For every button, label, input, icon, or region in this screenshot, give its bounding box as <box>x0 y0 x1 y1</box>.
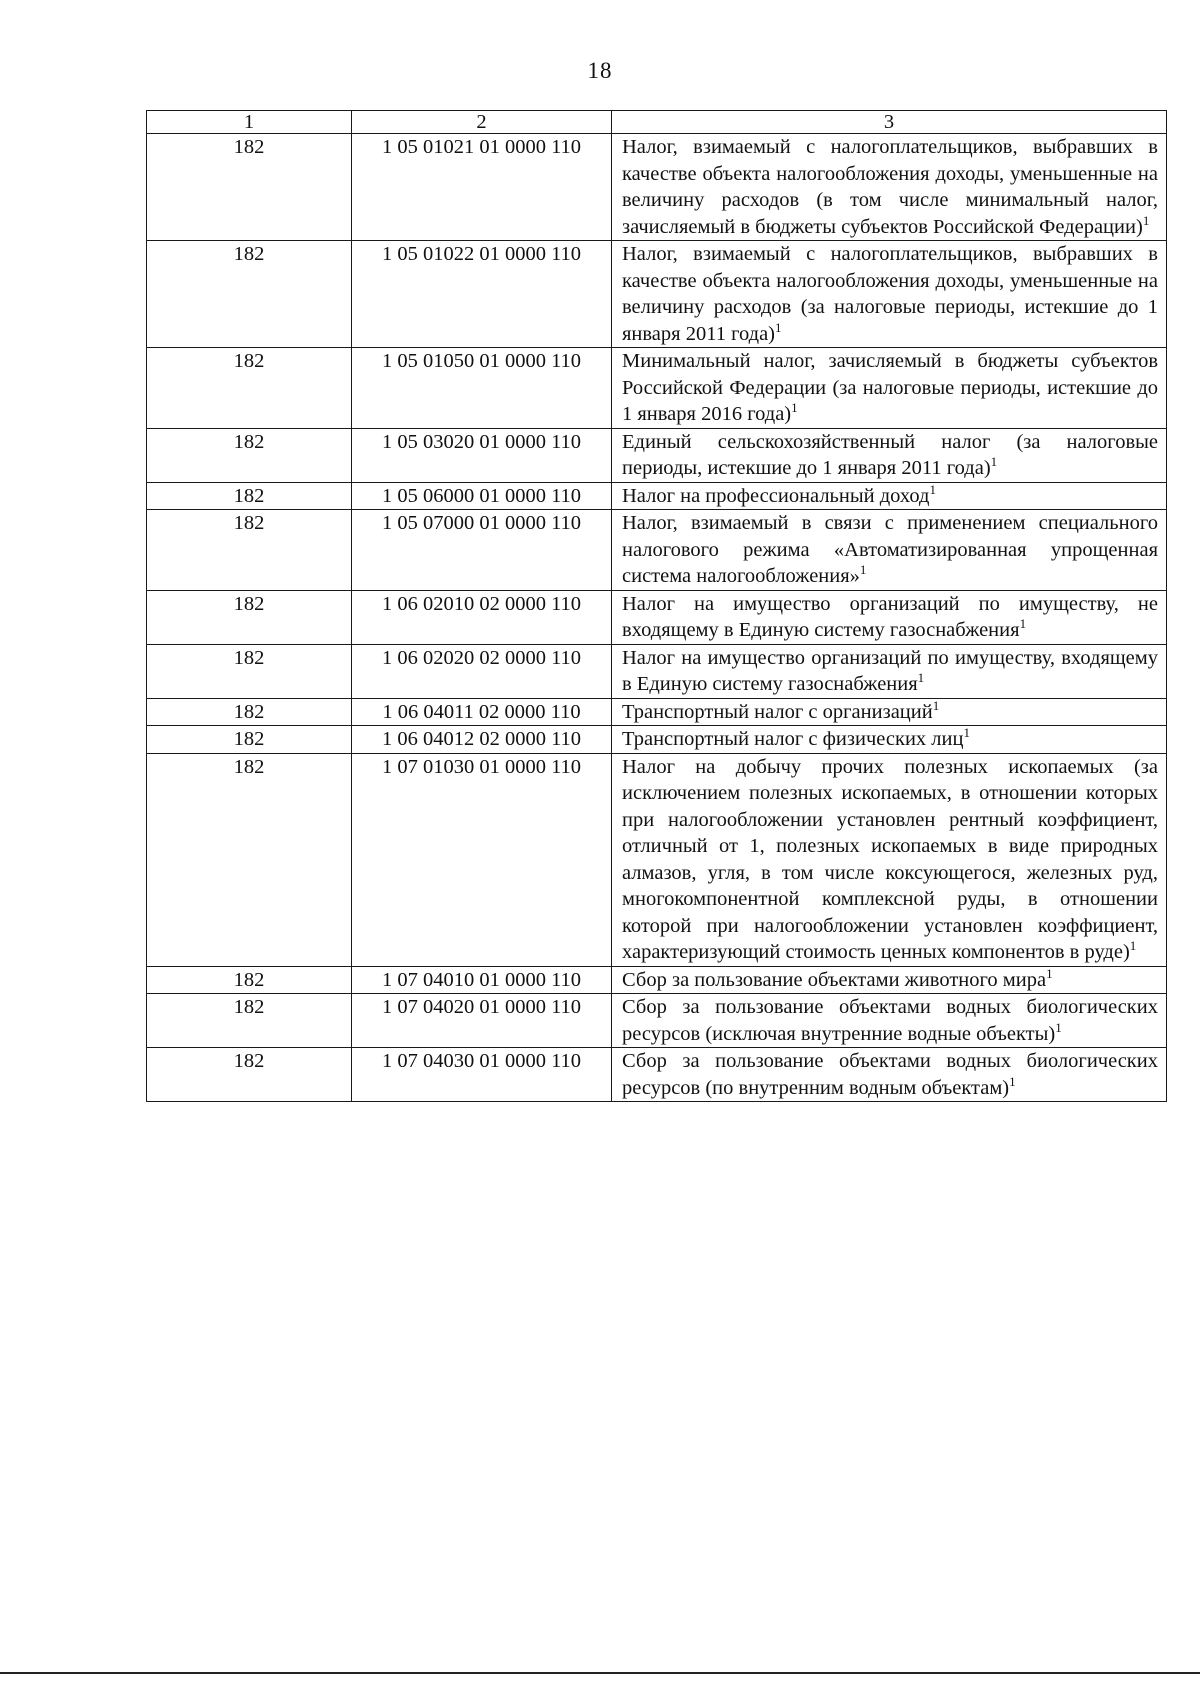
description-text: Налог на имущество организаций по имуществу, входящему в Единую систему газоснабжения <box>622 646 1158 695</box>
table-row <box>147 966 1167 994</box>
budget-code-cell: 1 05 01021 01 0000 110 <box>352 134 612 241</box>
admin-code-cell: 182 <box>147 348 352 429</box>
footnote-marker: 1 <box>990 454 998 470</box>
admin-code-cell: 182 <box>147 428 352 482</box>
table-body <box>147 134 1167 1102</box>
footnote-marker: 1 <box>929 481 936 497</box>
description-text: Единый сельскохозяйственный налог (за налоговые периоды, истекшие до 1 января 2011 года) <box>622 430 1158 479</box>
description-text: Сбор за пользование объектами водных биологических ресурсов (по внутренним водным объектам) <box>622 1050 1158 1099</box>
description-text: Транспортный налог с физических лиц <box>622 728 964 750</box>
budget-code-cell: 1 07 04030 01 0000 110 <box>352 1048 612 1102</box>
description-text: Налог на имущество организаций по имуществу, не входящему в Единую систему газоснабжения <box>622 592 1158 641</box>
admin-code-cell: 182 <box>147 482 352 510</box>
admin-code-cell: 182 <box>147 241 352 348</box>
column-header-2: 2 <box>352 111 612 134</box>
admin-code-cell: 182 <box>147 590 352 644</box>
description-cell <box>612 134 1167 241</box>
footnote-marker: 1 <box>1055 1019 1062 1035</box>
budget-code-cell: 1 06 02010 02 0000 110 <box>352 590 612 644</box>
description-cell <box>612 348 1167 429</box>
admin-code-cell: 182 <box>147 966 352 994</box>
description-text: Налог, взимаемый в связи с применением специального налогового режима «Автоматизированная упрощенная система налогообложения» <box>622 512 1158 587</box>
budget-code-cell: 1 05 03020 01 0000 110 <box>352 428 612 482</box>
table-row <box>147 994 1167 1048</box>
admin-code-cell: 182 <box>147 1048 352 1102</box>
table-header-row <box>147 111 1167 134</box>
description-text: Сбор за пользование объектами животного мира <box>622 968 1047 991</box>
description-text: Налог на добычу прочих полезных ископаемых (за исключением полезных ископаемых, в отношении которых при налогообложении установлен рентный коэффициент, отличный от 1, полезных ископаемых в виде природных алмазов, угля, в том числе коксующегося, железных руд, многокомпонентной комплексной руды, в отношении которой при налогообложении установлен коэффициент, характеризующий стоимость ценных компонентов в руде) <box>622 755 1158 963</box>
budget-code-cell: 1 06 02020 02 0000 110 <box>352 644 612 698</box>
footnote-marker: 1 <box>963 725 970 741</box>
budget-code-cell: 1 06 04011 02 0000 110 <box>352 698 612 726</box>
description-cell <box>612 482 1167 510</box>
column-header-3: 3 <box>612 111 1167 134</box>
table-row <box>147 134 1167 241</box>
budget-code-cell: 1 05 06000 01 0000 110 <box>352 482 612 510</box>
description-cell <box>612 510 1167 591</box>
description-text: Налог, взимаемый с налогоплательщиков, выбравших в качестве объекта налогообложения доходы, уменьшенные на величину расходов (за налоговые периоды, истекшие до 1 января 2011 года) <box>622 243 1158 345</box>
table-row <box>147 510 1167 591</box>
page-number: 18 <box>587 58 613 83</box>
budget-code-cell: 1 07 01030 01 0000 110 <box>352 753 612 966</box>
footnote-marker: 1 <box>775 319 782 335</box>
table-row <box>147 482 1167 510</box>
column-header-1: 1 <box>147 111 352 134</box>
table-row <box>147 348 1167 429</box>
footnote-marker: 1 <box>1142 212 1150 228</box>
admin-code-cell: 182 <box>147 510 352 591</box>
bottom-divider <box>0 1672 1200 1674</box>
description-text: Минимальный налог, зачисляемый в бюджеты субъектов Российской Федерации (за налоговые периоды, истекшие до 1 января 2016 года) <box>622 350 1158 425</box>
description-cell <box>612 698 1167 726</box>
description-cell <box>612 1048 1167 1102</box>
table-row <box>147 590 1167 644</box>
description-text: Налог на профессиональный доход <box>622 484 930 507</box>
description-cell <box>612 241 1167 348</box>
description-cell <box>612 994 1167 1048</box>
description-text: Транспортный налог с организаций <box>622 700 933 723</box>
footnote-marker: 1 <box>859 562 867 578</box>
footnote-marker: 1 <box>1009 1073 1016 1089</box>
admin-code-cell: 182 <box>147 726 352 754</box>
table-row <box>147 753 1167 966</box>
budget-code-cell: 1 05 01050 01 0000 110 <box>352 348 612 429</box>
description-cell <box>612 966 1167 994</box>
budget-code-cell: 1 06 04012 02 0000 110 <box>352 726 612 754</box>
table-row <box>147 428 1167 482</box>
budget-code-cell: 1 07 04010 01 0000 110 <box>352 966 612 994</box>
budget-code-cell: 1 05 07000 01 0000 110 <box>352 510 612 591</box>
admin-code-cell: 182 <box>147 994 352 1048</box>
table-row <box>147 644 1167 698</box>
description-cell <box>612 428 1167 482</box>
footnote-marker: 1 <box>1129 938 1137 954</box>
budget-code-cell: 1 05 01022 01 0000 110 <box>352 241 612 348</box>
footnote-marker: 1 <box>1019 616 1027 632</box>
admin-code-cell: 182 <box>147 753 352 966</box>
description-cell <box>612 644 1167 698</box>
revenue-codes-table <box>146 110 1167 1102</box>
table-row <box>147 241 1167 348</box>
footnote-marker: 1 <box>932 697 940 713</box>
description-cell <box>612 726 1167 754</box>
description-text: Сбор за пользование объектами водных биологических ресурсов (исключая внутренние водные объекты) <box>622 996 1158 1045</box>
table-row <box>147 698 1167 726</box>
footnote-marker: 1 <box>791 400 798 416</box>
description-cell <box>612 590 1167 644</box>
admin-code-cell: 182 <box>147 644 352 698</box>
budget-code-cell: 1 07 04020 01 0000 110 <box>352 994 612 1048</box>
table-row <box>147 726 1167 754</box>
admin-code-cell: 182 <box>147 698 352 726</box>
description-cell <box>612 753 1167 966</box>
table-row <box>147 1048 1167 1102</box>
admin-code-cell: 182 <box>147 134 352 241</box>
footnote-marker: 1 <box>1046 965 1053 981</box>
description-text: Налог, взимаемый с налогоплательщиков, выбравших в качестве объекта налогообложения доходы, уменьшенные на величину расходов (в том числе минимальный налог, зачисляемый в бюджеты субъектов Российской Федерации) <box>622 136 1158 238</box>
footnote-marker: 1 <box>917 670 925 686</box>
